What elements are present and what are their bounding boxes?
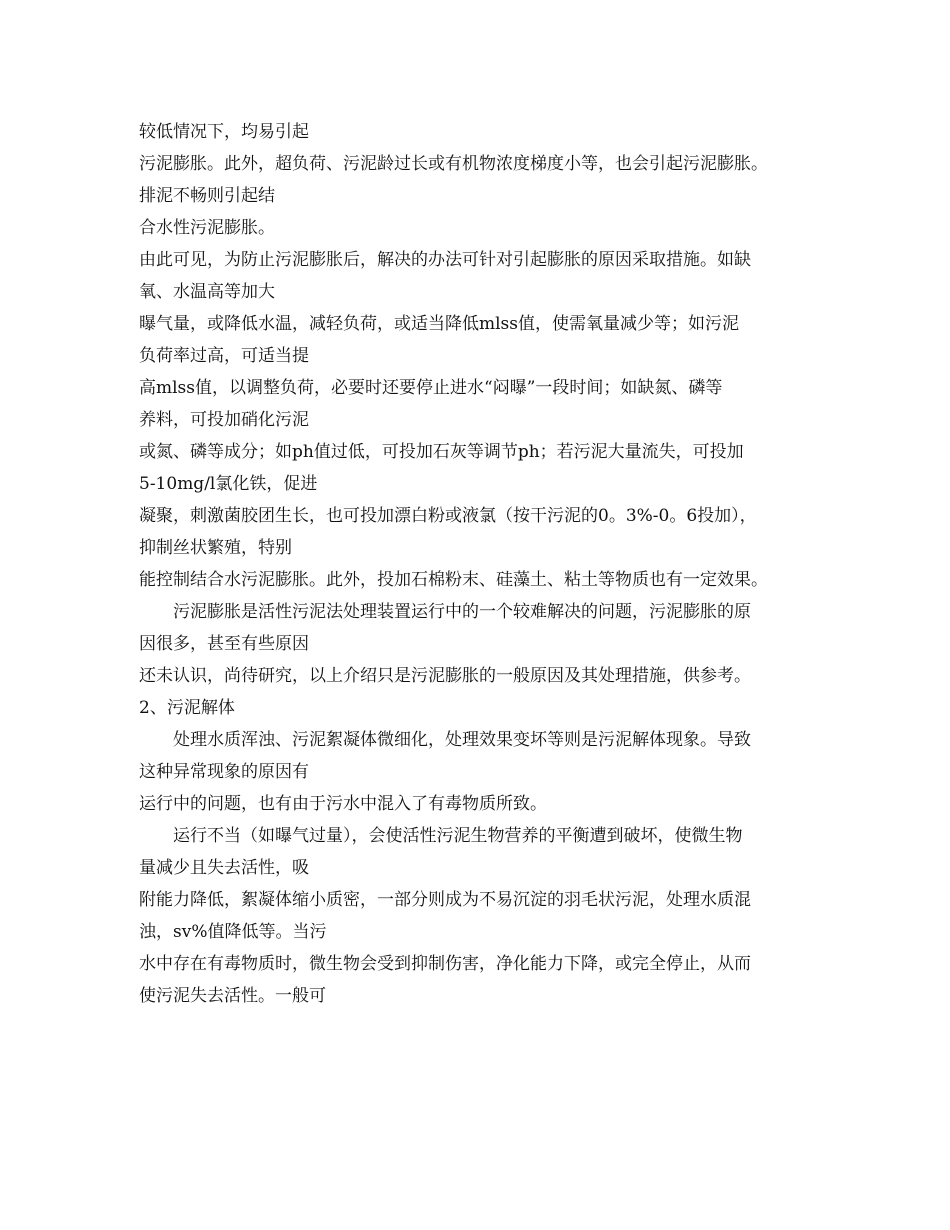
text-line-17: 因很多，甚至有些原因 (139, 634, 309, 654)
text-line-15: 能控制结合水污泥膨胀。此外，投加石棉粉末、硅藻土、粘土等物质也有一定效果。 (139, 570, 768, 590)
text-line-27: 水中存在有毒物质时，微生物会受到抑制伤害，净化能力下降，或完全停止，从而 (139, 954, 751, 974)
text-line-2: 污泥膨胀。此外，超负荷、污泥龄过长或有机物浓度梯度小等，也会引起污泥膨胀。 (139, 154, 768, 174)
text-line-5: 由此可见，为防止污泥膨胀后，解决的办法可针对引起膨胀的原因采取措施。如缺 (139, 250, 751, 270)
text-line-1: 较低情况下，均易引起 (139, 122, 309, 142)
text-line-8: 负荷率过高，可适当提 (139, 346, 309, 366)
section-heading: 2、污泥解体 (139, 698, 235, 718)
text-line-20: 处理水质浑浊、污泥絮凝体微细化，处理效果变坏等则是污泥解体现象。导致 (173, 730, 751, 750)
text-line-6: 氧、水温高等加大 (139, 282, 275, 302)
text-line-18: 还未认识，尚待研究，以上介绍只是污泥膨胀的一般原因及其处理措施，供参考。 (139, 666, 751, 686)
text-line-22: 运行中的问题，也有由于污水中混入了有毒物质所致。 (139, 794, 547, 814)
text-line-21: 这种异常现象的原因有 (139, 762, 309, 782)
text-line-13: 凝聚，刺激菌胶团生长，也可投加漂白粉或液氯（按干污泥的0。3%-0。6投加）， (139, 506, 757, 526)
text-line-16: 污泥膨胀是活性污泥法处理装置运行中的一个较难解决的问题，污泥膨胀的原 (173, 602, 751, 622)
text-line-24: 量减少且失去活性，吸 (139, 858, 309, 878)
text-line-3: 排泥不畅则引起结 (139, 186, 275, 206)
text-line-7: 曝气量，或降低水温，减轻负荷，或适当降低mlss值，使需氧量减少等；如污泥 (139, 314, 740, 334)
text-line-14: 抑制丝状繁殖，特别 (139, 538, 292, 558)
text-line-25: 附能力降低，絮凝体缩小质密，一部分则成为不易沉淀的羽毛状污泥，处理水质混 (139, 890, 751, 910)
text-line-23: 运行不当（如曝气过量），会使活性污泥生物营养的平衡遭到破坏，使微生物 (173, 826, 743, 846)
text-line-26: 浊，sv%值降低等。当污 (139, 922, 327, 942)
text-line-10: 养料，可投加硝化污泥 (139, 410, 309, 430)
text-line-28: 使污泥失去活性。一般可 (139, 986, 326, 1006)
text-line-12: 5-10mg/l氯化铁，促进 (139, 474, 318, 494)
document-body (139, 116, 829, 1012)
text-line-9: 高mlss值，以调整负荷，必要时还要停止进水“闷曝”一段时间；如缺氮、磷等 (139, 378, 723, 398)
text-line-11: 或氮、磷等成分；如ph值过低，可投加石灰等调节ph；若污泥大量流失，可投加 (139, 442, 744, 462)
text-line-4: 合水性污泥膨胀。 (139, 218, 275, 238)
